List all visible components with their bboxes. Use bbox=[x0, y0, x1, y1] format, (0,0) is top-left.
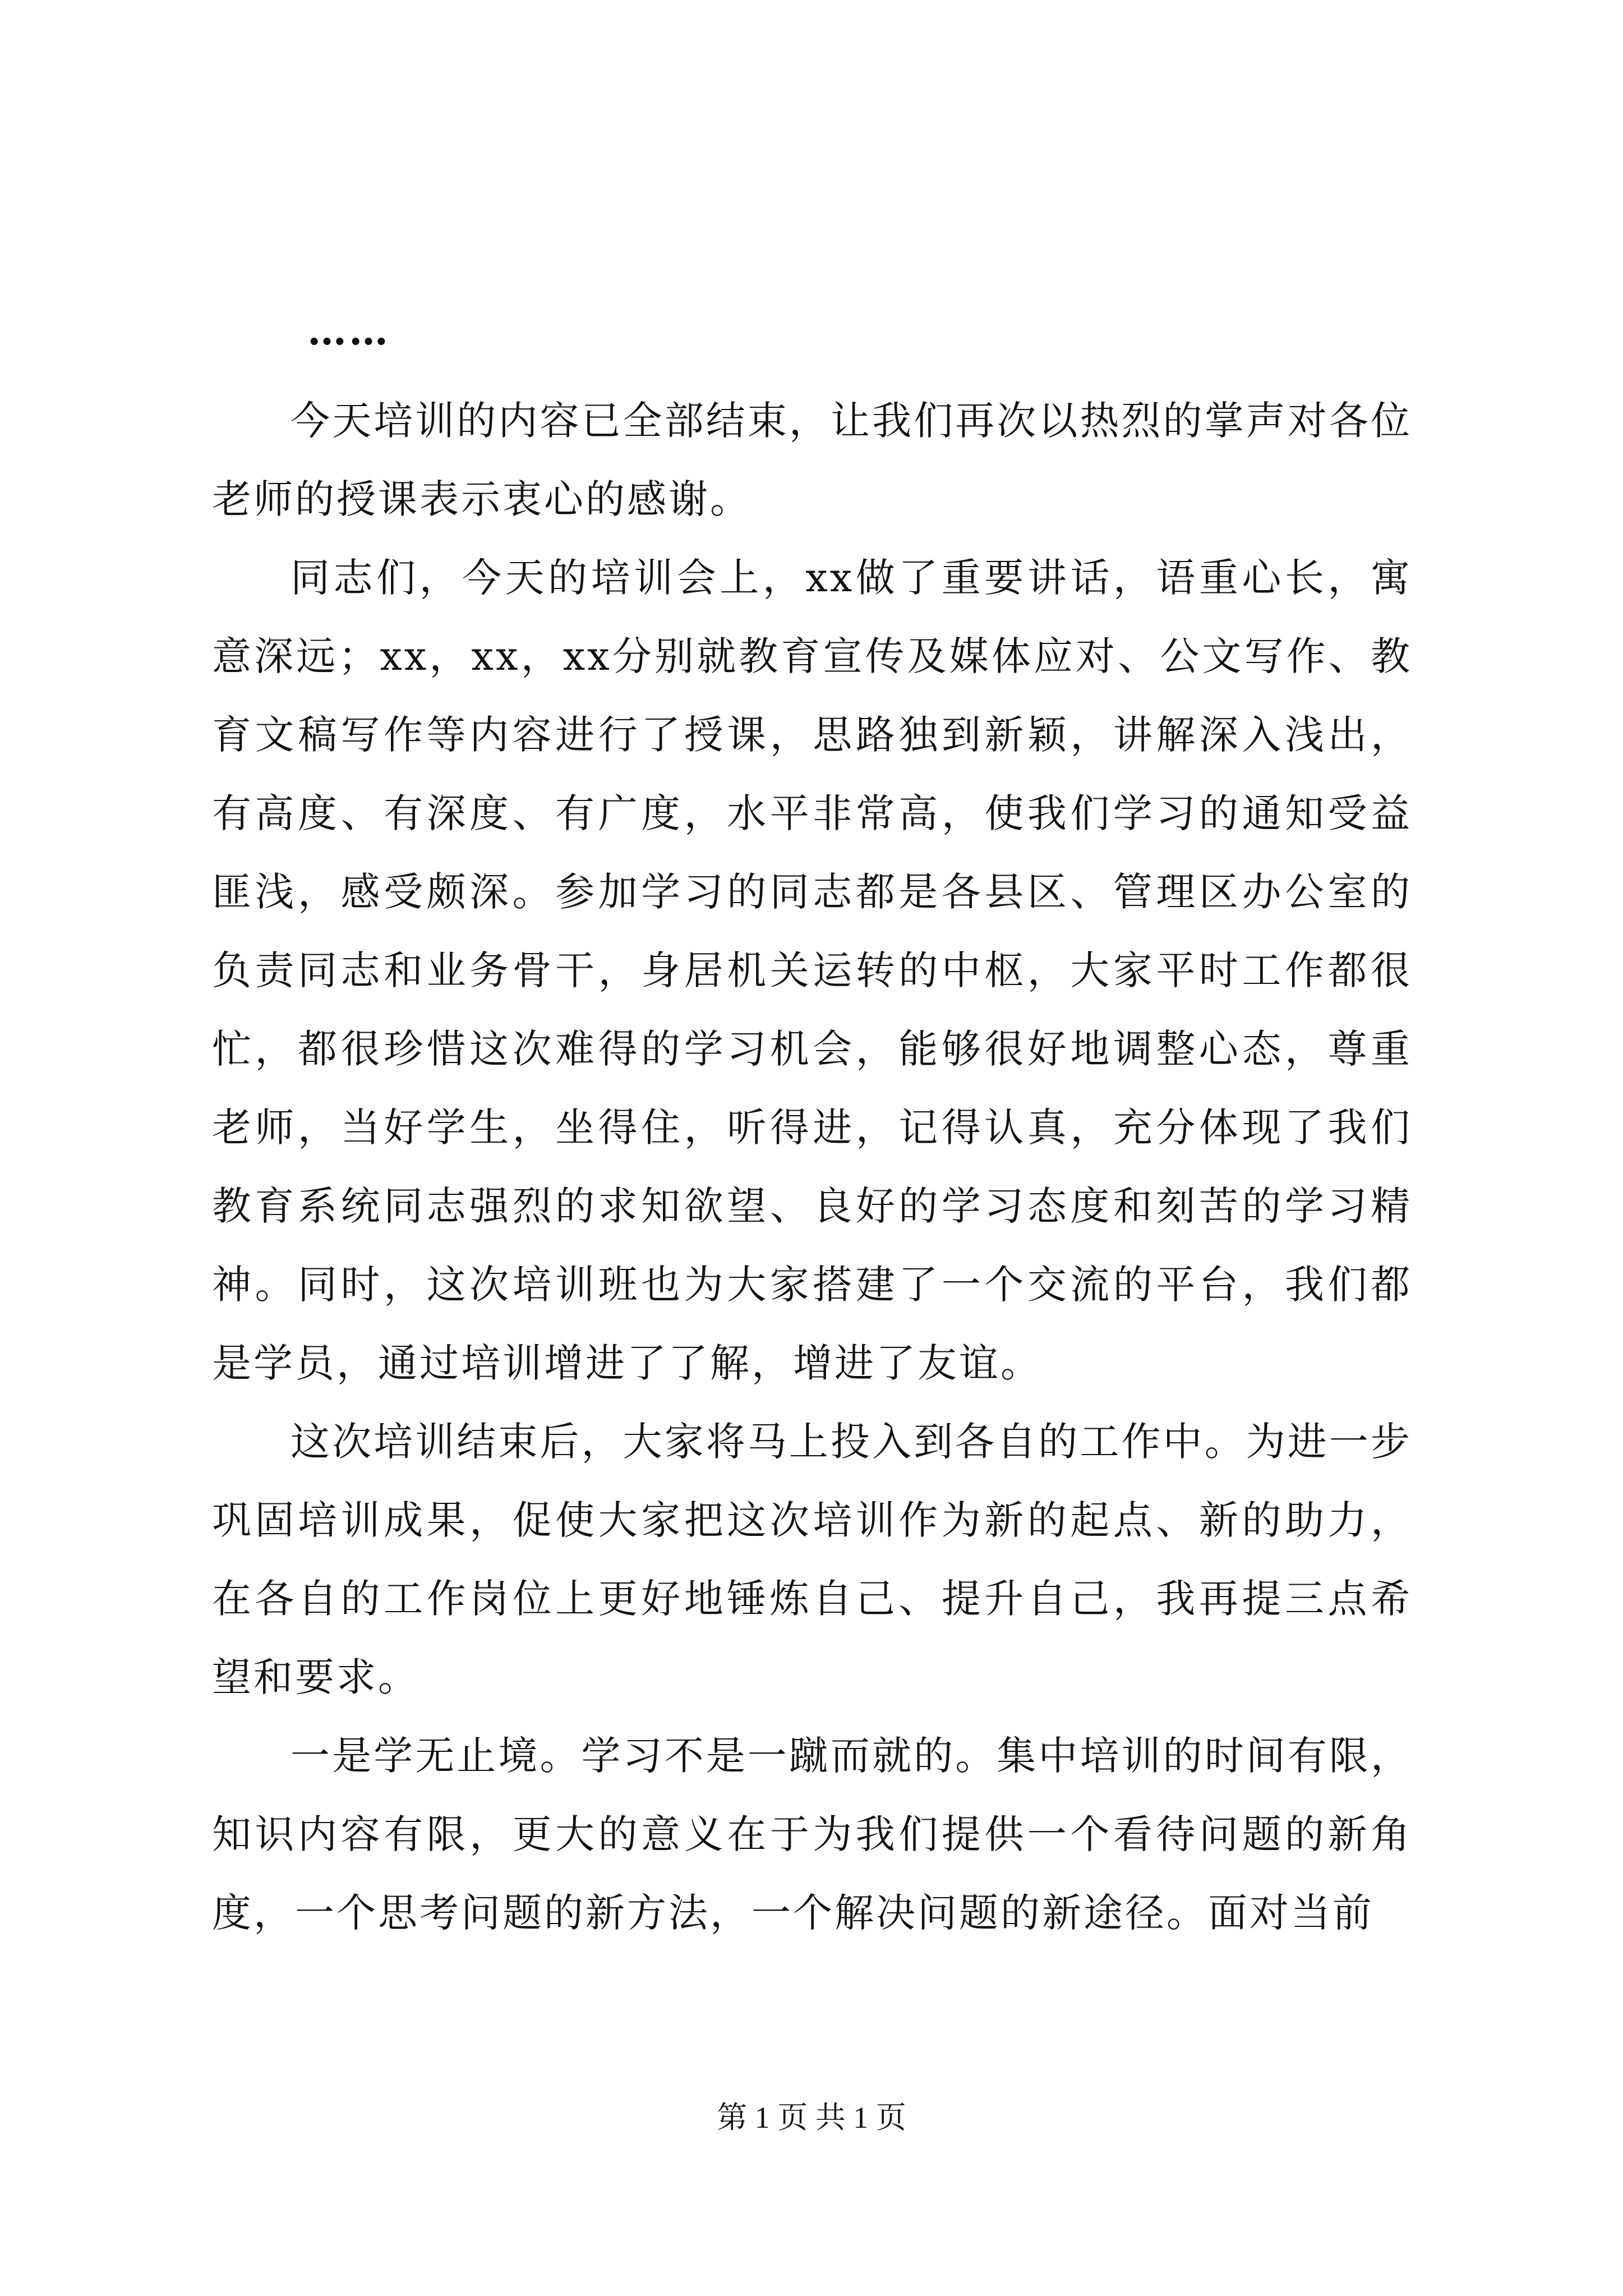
ellipsis-line: …… bbox=[307, 307, 390, 354]
paragraph-expectations: 这次培训结束后，大家将马上投入到各自的工作中。为进一步巩固培训成果，促使大家把这次培训作为新的起点、新的助力，在各自的工作岗位上更好地锤炼自己、提升自己，我再提三点希望和要求。 bbox=[212, 1419, 1412, 1700]
document-body bbox=[212, 381, 1412, 1952]
paragraph-point-one: 一是学无止境。学习不是一蹴而就的。集中培训的时间有限，知识内容有限，更大的意义在于为我们提供一个看待问题的新角度，一个思考问题的新方法，一个解决问题的新途径。面对当前 bbox=[212, 1733, 1412, 1936]
paragraph-summary: 同志们，今天的培训会上，xx做了重要讲话，语重心长，寓意深远；xx，xx，xx分别就教育宣传及媒体应对、公文写作、教育文稿写作等内容进行了授课，思路独到新颖，讲解深入浅出，有高度、有深度、有广度，水平非常高，使我们学习的通知受益匪浅，感受颇深。参加学习的同志都是各县区、管理区办公室的负责同志和业务骨干，身居机关运转的中枢，大家平时工作都很忙，都很珍惜这次难得的学习机会，能够很好地调整心态，尊重老师，当好学生，坐得住，听得进，记得认真，充分体现了我们教育系统同志强烈的求知欲望、良好的学习态度和刻苦的学习精神。同时，这次培训班也为大家搭建了一个交流的平台，我们都是学员，通过培训增进了了解，增进了友谊。 bbox=[212, 555, 1412, 1386]
paragraph-closing: 今天培训的内容已全部结束，让我们再次以热烈的掌声对各位老师的授课表示衷心的感谢。 bbox=[212, 398, 1412, 522]
page-footer: 第 1 页 共 1 页 bbox=[717, 2101, 906, 2134]
